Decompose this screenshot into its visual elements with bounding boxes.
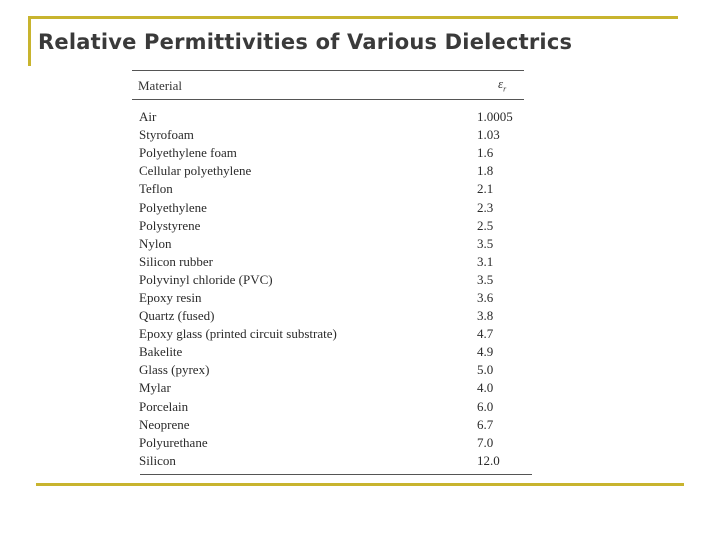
material-name: Cellular polyethylene bbox=[139, 163, 252, 179]
epsilon-subscript: r bbox=[503, 84, 507, 94]
table-row bbox=[139, 126, 539, 144]
table-row bbox=[139, 379, 539, 397]
table-row bbox=[139, 307, 539, 325]
material-name: Epoxy glass (printed circuit substrate) bbox=[139, 326, 337, 342]
permittivity-value: 1.8 bbox=[477, 163, 494, 179]
table-row bbox=[139, 198, 539, 216]
table-row bbox=[139, 235, 539, 253]
epsilon-symbol: ε bbox=[498, 76, 504, 91]
table-row bbox=[139, 162, 539, 180]
material-name: Polyvinyl chloride (PVC) bbox=[139, 271, 273, 287]
material-name: Epoxy resin bbox=[139, 289, 202, 305]
table-body bbox=[139, 108, 539, 470]
slide-title: Relative Permittivities of Various Dielectrics bbox=[38, 30, 573, 54]
table-top-rule bbox=[132, 70, 524, 71]
table-row bbox=[139, 325, 539, 343]
material-name: Silicon rubber bbox=[139, 253, 214, 269]
table-header-material: Material bbox=[138, 78, 183, 93]
table-row bbox=[139, 434, 539, 452]
permittivity-value: 6.7 bbox=[477, 416, 494, 432]
table-row bbox=[139, 416, 539, 434]
material-name: Mylar bbox=[139, 380, 171, 396]
table-row bbox=[139, 108, 539, 126]
permittivity-value: 2.5 bbox=[477, 217, 494, 233]
material-name: Air bbox=[139, 109, 157, 125]
material-name: Quartz (fused) bbox=[139, 308, 215, 324]
table-row bbox=[139, 180, 539, 198]
permittivity-value: 3.6 bbox=[477, 289, 494, 305]
slide-frame-bottom-border bbox=[36, 483, 684, 486]
permittivity-value: 12.0 bbox=[477, 452, 500, 468]
material-name: Polyurethane bbox=[139, 434, 208, 450]
permittivity-value: 3.5 bbox=[477, 271, 494, 287]
permittivity-value: 3.1 bbox=[477, 253, 494, 269]
permittivity-value: 3.5 bbox=[477, 235, 494, 251]
table-row bbox=[139, 398, 539, 416]
permittivity-value: 3.8 bbox=[477, 308, 494, 324]
permittivity-value: 7.0 bbox=[477, 434, 494, 450]
material-name: Nylon bbox=[139, 235, 172, 251]
permittivity-value: 5.0 bbox=[477, 362, 494, 378]
table-row bbox=[139, 144, 539, 162]
permittivity-value: 4.0 bbox=[477, 380, 494, 396]
permittivity-value: 6.0 bbox=[477, 398, 494, 414]
permittivity-value: 1.0005 bbox=[477, 109, 513, 125]
table-row bbox=[139, 217, 539, 235]
material-name: Polyethylene foam bbox=[139, 145, 237, 161]
material-name: Styrofoam bbox=[139, 127, 194, 143]
table-row bbox=[139, 289, 539, 307]
table-header-rule bbox=[132, 99, 524, 100]
permittivity-value: 1.03 bbox=[477, 127, 500, 143]
material-name: Silicon bbox=[139, 452, 176, 468]
table-bottom-rule bbox=[140, 474, 532, 475]
table-header-permittivity bbox=[498, 76, 506, 94]
slide-frame-left-border bbox=[28, 16, 31, 66]
material-name: Polyethylene bbox=[139, 199, 207, 215]
permittivity-value: 1.6 bbox=[477, 145, 494, 161]
material-name: Glass (pyrex) bbox=[139, 362, 210, 378]
material-name: Neoprene bbox=[139, 416, 190, 432]
material-name: Teflon bbox=[139, 181, 173, 197]
material-name: Polystyrene bbox=[139, 217, 201, 233]
permittivity-value: 4.9 bbox=[477, 344, 494, 360]
permittivity-value: 2.1 bbox=[477, 181, 494, 197]
material-name: Bakelite bbox=[139, 344, 183, 360]
permittivity-value: 4.7 bbox=[477, 326, 494, 342]
table-row bbox=[139, 361, 539, 379]
table-row bbox=[139, 253, 539, 271]
table-row bbox=[139, 343, 539, 361]
material-name: Porcelain bbox=[139, 398, 189, 414]
slide-frame-top-border bbox=[28, 16, 678, 19]
table-row bbox=[139, 271, 539, 289]
permittivity-value: 2.3 bbox=[477, 199, 494, 215]
table-row bbox=[139, 452, 539, 470]
